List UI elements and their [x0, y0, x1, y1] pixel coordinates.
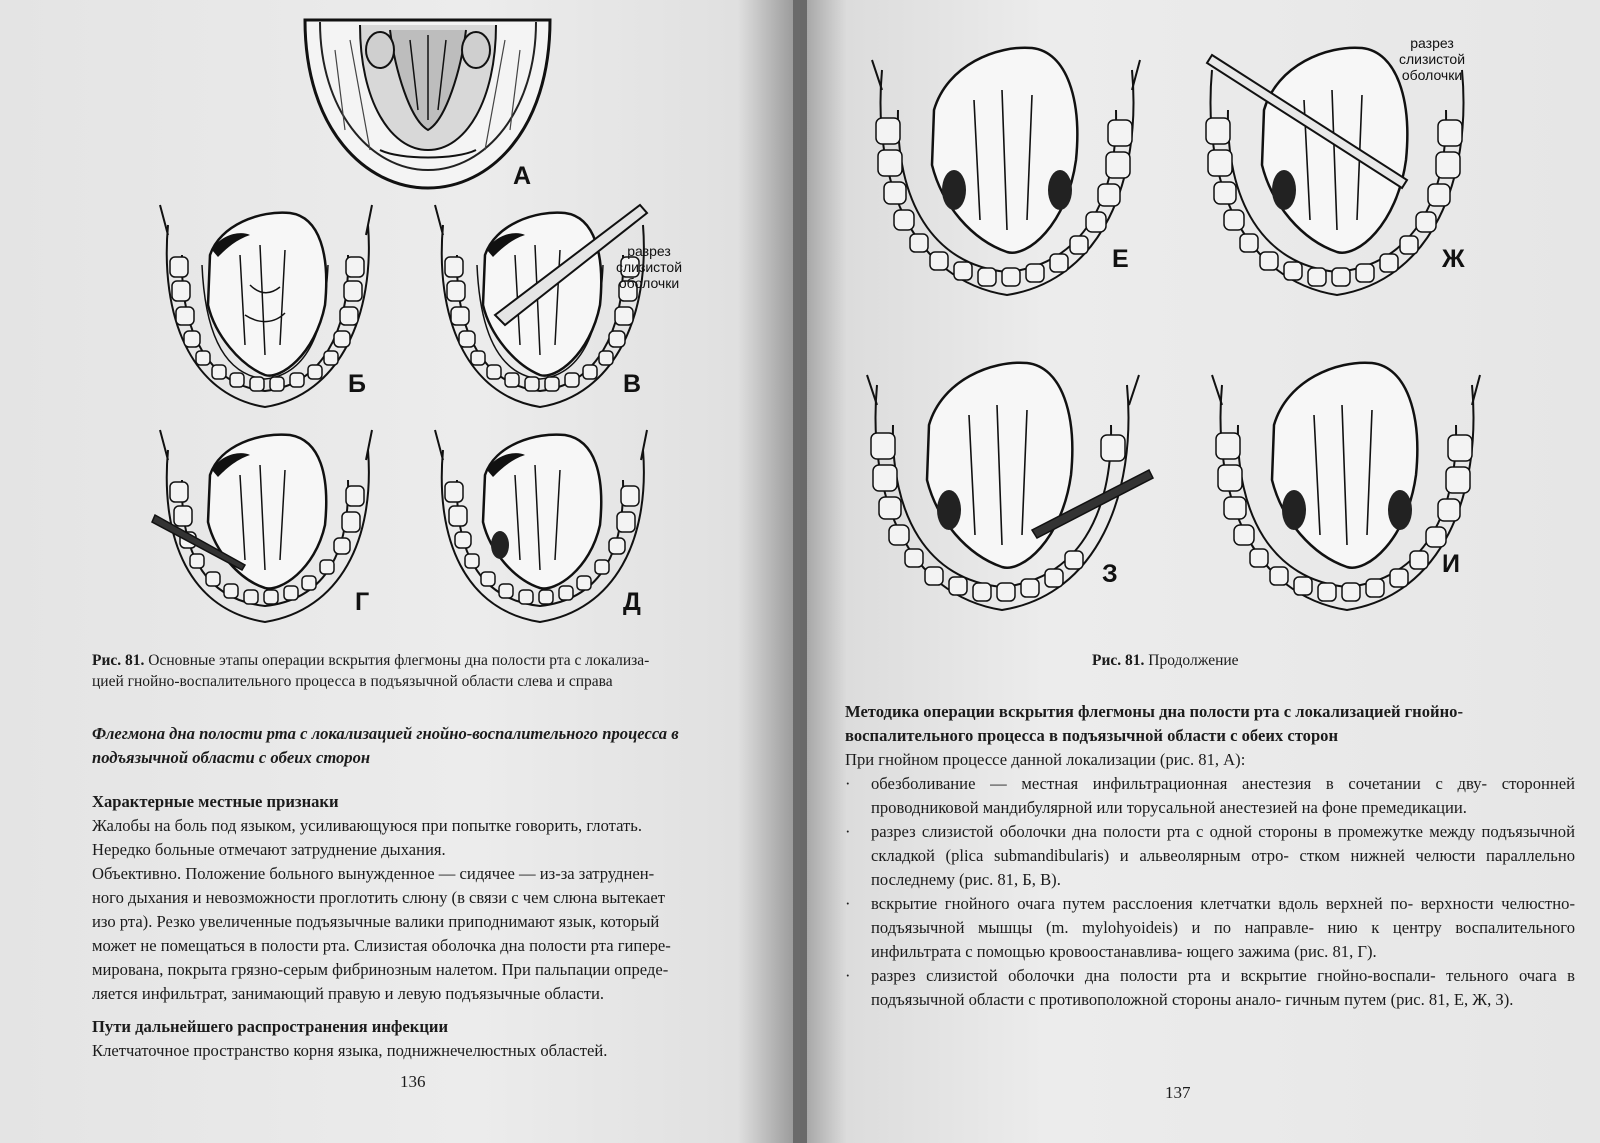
figure-z-mouth [857, 345, 1157, 620]
figure-i-mouth [1202, 345, 1492, 620]
book-gutter [793, 0, 807, 1143]
figure-g-mouth [150, 420, 385, 635]
procedure-step-text: вскрытие гнойного очага путем расслоения клетчатки вдоль верхней по- верхности челюстно-подъязычной мышцы (m. mylohyoideis) и по направле- нию к центру воспалительного инфильтрата с помощью кровоостанавлива- ющего зажима (рис. 81, Г). [871, 894, 1575, 961]
caption-label: Рис. 81. [92, 652, 145, 669]
method-body [845, 748, 1575, 1012]
figure-label-a: А [513, 162, 532, 190]
page-number-left: 136 [400, 1072, 426, 1091]
figure-label-b: Б [348, 370, 366, 398]
procedure-step [845, 772, 1575, 820]
objective-line-5: мирована, покрыта грязно-серым фибринозным налетом. При пальпации опреде- [92, 960, 669, 979]
figure-label-v: В [623, 370, 642, 398]
signs-line-1: Жалобы на боль под языком, усиливающуюся при попытке говорить, глотать. [92, 816, 643, 835]
figure-label-z: З [1102, 560, 1118, 588]
figure-zh-mouth [1192, 30, 1482, 310]
objective-line-3: изо рта). Резко увеличенные подъязычные валики приподнимают язык, который [92, 912, 660, 931]
procedure-step [845, 892, 1575, 964]
spread-text: Клетчаточное пространство корня языка, поднижнечелюстных областей. [92, 1041, 608, 1060]
callout-line-3: оболочки [618, 275, 680, 291]
objective-line-4: может не помещаться в полости рта. Слизистая оболочка дна полости рта гипере- [92, 936, 671, 955]
spread-section [92, 1015, 782, 1063]
caption-text: Продолжение [1148, 652, 1239, 669]
figure-e-mouth [862, 30, 1152, 310]
bullet-marker: · [845, 774, 851, 793]
figure-v-mouth [425, 195, 683, 420]
right-page [807, 0, 1600, 1143]
signs-line-2: Нередко больные отмечают затруднение дыхания. [92, 840, 446, 859]
callout-line-2: слизистой [615, 259, 683, 275]
figure-label-g: Г [355, 588, 370, 616]
callout-mucosa-incision-left [599, 243, 699, 291]
objective-line-1: Объективно. Положение больного вынужденное — сидячее — из-за затруднен- [92, 864, 655, 883]
figure-caption-left [92, 650, 752, 692]
bullet-marker: · [845, 894, 851, 913]
method-title-line-1: Методика операции вскрытия флегмоны дна полости рта с локализацией гнойно- [845, 702, 1463, 721]
callout-line-2: слизистой [1398, 51, 1466, 67]
figure-label-d: Д [623, 588, 641, 616]
section-title-line-1: Флегмона дна полости рта с локализацией гнойно-воспалительного процесса в [92, 724, 679, 743]
method-intro: При гнойном процессе данной локализации (рис. 81, А): [845, 750, 1246, 769]
section-title [92, 722, 772, 770]
bullet-marker: · [845, 822, 851, 841]
caption-label: Рис. 81. [1092, 652, 1145, 669]
procedure-step-text: разрез слизистой оболочки дна полости рта и вскрытие гнойно-воспали- тельного очага в подъязычной области с противоположной стороны анало- гичным путем (рис. 81, Е, Ж, З). [871, 966, 1575, 1009]
section-title-line-2: подъязычной области с обеих сторон [92, 748, 371, 767]
bullet-marker: · [845, 966, 851, 985]
signs-section [92, 790, 782, 1006]
callout-mucosa-incision-right [1382, 35, 1482, 83]
left-page [0, 0, 793, 1143]
callout-line-3: оболочки [1401, 67, 1463, 83]
method-title-line-2: воспалительного процесса в подъязычной области с обеих сторон [845, 726, 1339, 745]
figure-label-e: Е [1112, 245, 1129, 273]
figure-label-zh: Ж [1442, 245, 1465, 273]
objective-line-6: ляется инфильтрат, занимающий правую и левую подъязычные области. [92, 984, 604, 1003]
figure-label-i: И [1442, 550, 1460, 578]
method-title [845, 700, 1575, 748]
callout-line-1: разрез [627, 243, 671, 259]
caption-text-2: цией гнойно-воспалительного процесса в подъязычной области слева и справа [92, 673, 613, 690]
figure-b-mouth [150, 195, 385, 420]
caption-text-1: Основные этапы операции вскрытия флегмоны дна полости рта с локализа- [148, 652, 650, 669]
objective-line-2: ного дыхания и невозможности проглотить слюну (в связи с чем слюна вытекает [92, 888, 665, 907]
figure-a-cross-section [300, 10, 555, 195]
figure-d-mouth [425, 420, 660, 635]
procedure-step [845, 964, 1575, 1012]
procedure-step-text: разрез слизистой оболочки дна полости рта с одной стороны в промежутке между подъязычной складкой (plica submandibularis) и альвеолярным отро- стком нижней челюсти параллельно последнему (рис. 81, Б, В). [871, 822, 1575, 889]
callout-line-1: разрез [1410, 35, 1454, 51]
subheading-spread: Пути дальнейшего распространения инфекции [92, 1017, 449, 1036]
procedure-step [845, 820, 1575, 892]
procedure-steps-list [845, 772, 1575, 1012]
procedure-step-text: обезболивание — местная инфильтрационная анестезия в сочетании с дву- сторонней проводниковой мандибулярной или торусальной анестезией на фоне премедикации. [871, 774, 1575, 817]
figure-caption-right [1092, 650, 1392, 671]
page-number-right: 137 [1165, 1083, 1191, 1102]
subheading-signs: Характерные местные признаки [92, 792, 339, 811]
